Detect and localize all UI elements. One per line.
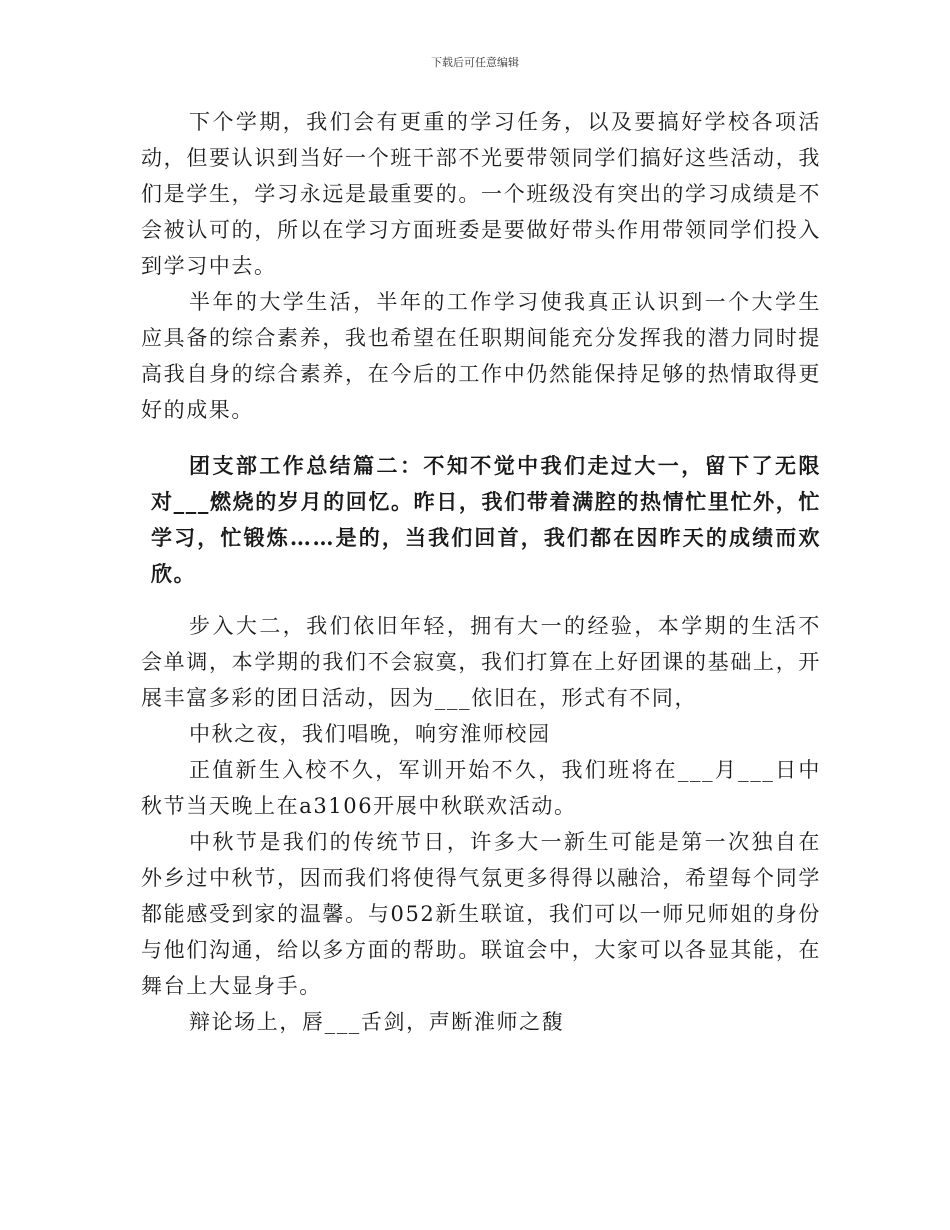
- paragraph: 半年的大学生活，半年的工作学习使我真正认识到一个大学生应具备的综合素养，我也希望在任职期间能充分发挥我的潜力同时提高我自身的综合素养，在今后的工作中仍然能保持足够的热情取得更好的成果。: [141, 290, 821, 422]
- paragraph: 步入大二，我们依旧年轻，拥有大一的经验，本学期的生活不会单调，本学期的我们不会寂寞，我们打算在上好团课的基础上，开展丰富多彩的团日活动，因为___依旧在，形式有不同，: [141, 614, 821, 710]
- document-body: [141, 104, 821, 1040]
- paragraph: 下个学期，我们会有更重的学习任务，以及要搞好学校各项活动，但要认识到当好一个班干部不光要带领同学们搞好这些活动，我们是学生，学习永远是最重要的。一个班级没有突出的学习成绩是不会被认可的，所以在学习方面班委是要做好带头作用带领同学们投入到学习中去。: [141, 110, 821, 278]
- paragraph: 中秋之夜，我们唱晚，响穷淮师校园: [189, 722, 551, 746]
- paragraph: 正值新生入校不久，军训开始不久，我们班将在___月___日中秋节当天晚上在a3106开展中秋联欢活动。: [141, 758, 821, 818]
- section-heading: 团支部工作总结篇二：不知不觉中我们走过大一，留下了无限对___燃烧的岁月的回忆。昨日，我们带着满腔的热情忙里忙外，忙学习，忙锻炼……是的，当我们回首，我们都在因昨天的成绩而欢欣。: [151, 453, 821, 586]
- page-header: 下载后可任意编辑: [431, 56, 519, 69]
- paragraph: 中秋节是我们的传统节日，许多大一新生可能是第一次独自在外乡过中秋节，因而我们将使得气氛更多得得以融洽，希望每个同学都能感受到家的温馨。与052新生联谊，我们可以一师兄师姐的身份与他们沟通，给以多方面的帮助。联谊会中，大家可以各显其能，在舞台上大显身手。: [141, 830, 821, 998]
- paragraph: 辩论场上，唇___舌剑，声断淮师之馥: [189, 1010, 565, 1034]
